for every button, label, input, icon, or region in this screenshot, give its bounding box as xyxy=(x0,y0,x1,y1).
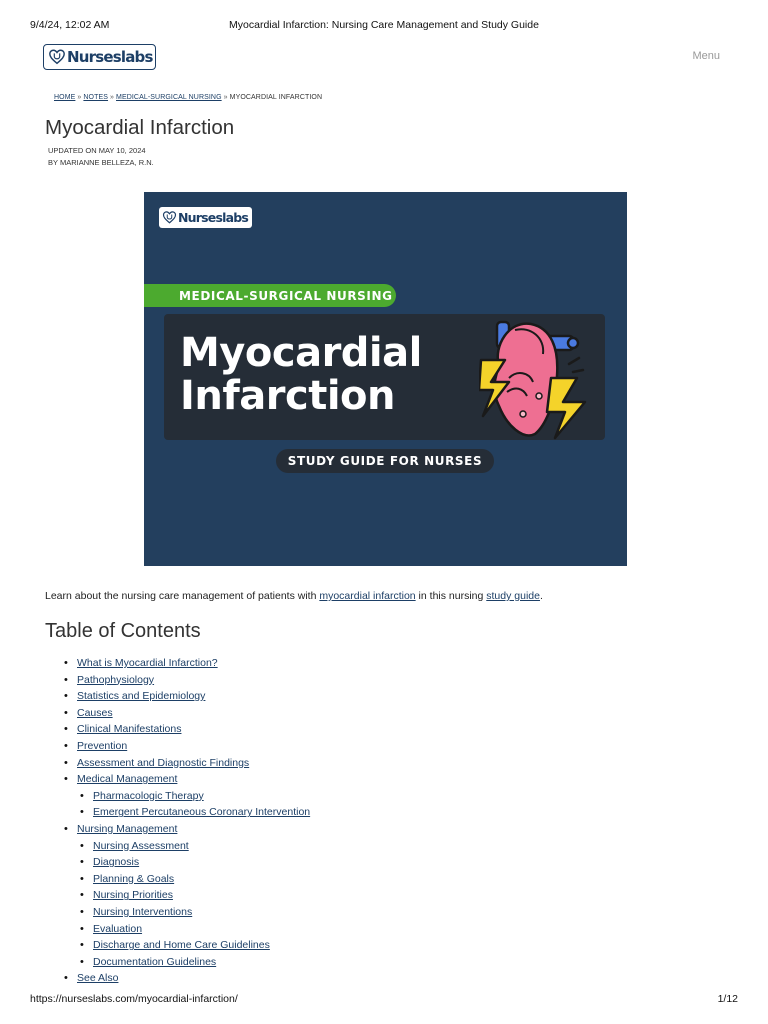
toc-link-evaluation[interactable]: Evaluation xyxy=(93,922,143,935)
hero-title-line1: Myocardial xyxy=(180,330,422,376)
breadcrumb-separator: » xyxy=(77,94,82,101)
toc-subitem xyxy=(80,871,310,888)
toc-link-clinical-manifestations[interactable]: Clinical Manifestations xyxy=(77,723,182,736)
toc-subitem xyxy=(80,954,310,971)
toc-subitem xyxy=(80,788,310,805)
toc-link-causes[interactable]: Causes xyxy=(77,706,113,719)
hero-category-tag: MEDICAL-SURGICAL NURSING xyxy=(144,284,396,307)
toc-subitem xyxy=(80,937,310,954)
toc-link-assessment[interactable]: Assessment and Diagnostic Findings xyxy=(77,756,250,769)
site-logo[interactable] xyxy=(43,44,156,70)
toc-subitem xyxy=(80,887,310,904)
intro-link-myocardial-infarction[interactable]: myocardial infarction xyxy=(319,590,416,602)
author-byline: BY MARIANNE BELLEZA, R.N. xyxy=(48,158,154,167)
heart-lightning-icon xyxy=(479,316,593,440)
heart-stethoscope-icon xyxy=(48,48,66,66)
hero-logo-text: Nurseslabs xyxy=(178,210,248,225)
toc-link-nursing-management[interactable]: Nursing Management xyxy=(77,822,178,835)
print-datetime: 9/4/24, 12:02 AM xyxy=(30,19,110,31)
toc-link-diagnosis[interactable]: Diagnosis xyxy=(93,856,140,869)
intro-middle: in this nursing xyxy=(415,590,487,602)
print-page-title: Myocardial Infarction: Nursing Care Management and Study Guide xyxy=(229,19,539,31)
print-url: https://nurseslabs.com/myocardial-infarction/ xyxy=(30,993,238,1005)
breadcrumb-separator: » xyxy=(110,94,115,101)
hero-image xyxy=(144,192,627,566)
hero-logo xyxy=(159,207,252,228)
toc-link-prevention[interactable]: Prevention xyxy=(77,739,128,752)
toc-item xyxy=(64,672,310,689)
intro-link-study-guide[interactable]: study guide xyxy=(486,590,540,602)
toc-sublist xyxy=(80,838,310,971)
print-header xyxy=(30,19,738,33)
toc-link-see-also[interactable]: See Also xyxy=(77,972,119,985)
toc-item xyxy=(64,705,310,722)
updated-date: UPDATED ON MAY 10, 2024 xyxy=(48,146,146,155)
toc-subitem xyxy=(80,838,310,855)
toc-item xyxy=(64,771,310,821)
hero-title-card xyxy=(164,314,605,440)
breadcrumb-home[interactable]: HOME xyxy=(54,94,76,101)
site-header xyxy=(43,44,720,70)
toc-link-documentation[interactable]: Documentation Guidelines xyxy=(93,955,217,968)
hero-subtitle-pill: STUDY GUIDE FOR NURSES xyxy=(276,449,494,473)
breadcrumb xyxy=(54,94,322,101)
toc-item xyxy=(64,821,310,970)
toc-item xyxy=(64,688,310,705)
toc-subitem xyxy=(80,804,310,821)
breadcrumb-notes[interactable]: NOTES xyxy=(83,94,109,101)
intro-paragraph xyxy=(45,590,543,602)
toc-link-what-is-mi[interactable]: What is Myocardial Infarction? xyxy=(77,657,218,669)
toc-heading: Table of Contents xyxy=(45,620,201,642)
hero-title-line2: Infarction xyxy=(180,373,395,419)
toc-item xyxy=(64,738,310,755)
toc-link-nursing-priorities[interactable]: Nursing Priorities xyxy=(93,889,173,902)
breadcrumb-separator: » xyxy=(223,94,228,101)
toc-link-medical-management[interactable]: Medical Management xyxy=(77,773,178,786)
toc-subitem xyxy=(80,854,310,871)
page-title: Myocardial Infarction xyxy=(45,116,235,139)
toc-link-pharmacologic-therapy[interactable]: Pharmacologic Therapy xyxy=(93,789,204,802)
toc-link-planning-goals[interactable]: Planning & Goals xyxy=(93,872,175,885)
toc-item xyxy=(64,970,310,987)
toc-subitem xyxy=(80,904,310,921)
toc-item xyxy=(64,655,310,672)
toc-item xyxy=(64,755,310,772)
toc-link-pathophysiology[interactable]: Pathophysiology xyxy=(77,673,155,686)
toc-link-nursing-interventions[interactable]: Nursing Interventions xyxy=(93,905,193,918)
hero-title xyxy=(180,332,422,418)
toc-link-nursing-assessment[interactable]: Nursing Assessment xyxy=(93,839,189,852)
toc-subitem xyxy=(80,921,310,938)
toc-sublist xyxy=(80,788,310,821)
breadcrumb-medical-surgical[interactable]: MEDICAL-SURGICAL NURSING xyxy=(116,94,222,101)
toc-item xyxy=(64,721,310,738)
print-footer xyxy=(30,993,738,1007)
toc-link-emergent-pci[interactable]: Emergent Percutaneous Coronary Intervention xyxy=(93,806,311,819)
logo-text: Nurseslabs xyxy=(67,48,153,66)
heart-stethoscope-icon xyxy=(162,210,177,225)
toc-link-statistics[interactable]: Statistics and Epidemiology xyxy=(77,690,206,703)
print-page-number: 1/12 xyxy=(717,993,738,1005)
intro-prefix: Learn about the nursing care management of patients with xyxy=(45,590,320,602)
table-of-contents xyxy=(64,655,310,987)
menu-button[interactable]: Menu xyxy=(692,50,720,62)
breadcrumb-current: MYOCARDIAL INFARCTION xyxy=(229,94,323,101)
toc-link-discharge[interactable]: Discharge and Home Care Guidelines xyxy=(93,939,270,952)
intro-suffix: . xyxy=(539,590,543,602)
